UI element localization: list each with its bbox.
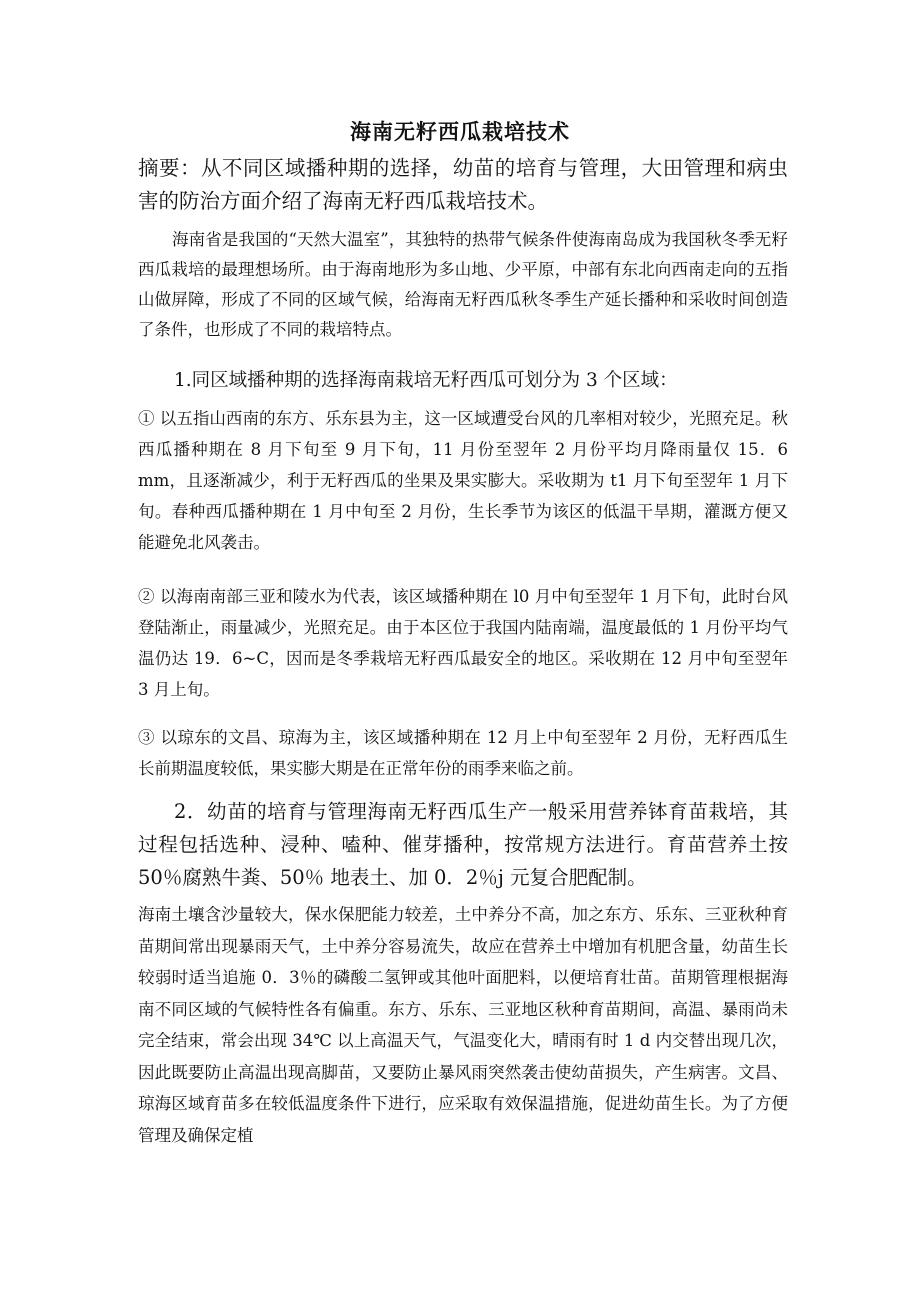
region-item-1: ① 以五指山西南的东方、乐东县为主，这一区域遭受台风的几率相对较少，光照充足。秋西瓜播种期在 8 月下旬至 9 月下旬，11 月份至翌年 2 月份平均月降雨量仅 15．6 mm，且逐渐减少，利于无籽西瓜的坐果及果实膨大。采收期为 t1 月下旬至翌年 1 月下旬。春种西瓜播种期在 1 月中旬至 2 月份，生长季节为该区的低温干旱期，灌溉方便又能避免北风袭击。 <box>138 409 788 552</box>
document-title: 海南无籽西瓜栽培技术 <box>350 119 570 144</box>
section-2-body: 海南土壤含沙量较大，保水保肥能力较差，土中养分不高，加之东方、乐东、三亚秋种育苗期间常出现暴雨天气，土中养分容易流失，故应在营养土中增加有机肥含量，幼苗生长较弱时适当追施 0．3％的磷酸二氢钾或其他叶面肥料，以便培育壮苗。苗期管理根据海南不同区域的气候特性各有偏重。东方、乐东、三亚地区秋种育苗期间，高温、暴雨尚未完全结束，常会出现 34℃ 以上高温天气，气温变化大，晴雨有时 1 d 内交替出现几次，因此既要防止高温出现高脚苗，又要防止暴风雨突然袭击使幼苗损失，产生病害。文昌、琼海区域育苗多在较低温度条件下进行，应采取有效保温措施，促进幼苗生长。为了方便管理及确保定植 <box>138 905 788 1145</box>
section-1-heading: 1.同区域播种期的选择海南栽培无籽西瓜可划分为 3 个区域： <box>174 370 678 391</box>
region-item-3: ③ 以琼东的文昌、琼海为主，该区域播种期在 12 月上中旬至翌年 2 月份，无籽西瓜生长前期温度较低，果实膨大期是在正常年份的雨季来临之前。 <box>138 728 788 778</box>
region-item-2: ② 以海南南部三亚和陵水为代表，该区域播种期在 l0 月中旬至翌年 1 月下旬，此时台风登陆渐止，雨量减少，光照充足。由于本区位于我国内陆南端，温度最低的 1 月份平均气温仍达 19．6~C，因而是冬季栽培无籽西瓜最安全的地区。采收期在 12 月中旬至翌年 3 月上旬。 <box>138 587 788 699</box>
section-2-heading: 2．幼苗的培育与管理海南无籽西瓜生产一般采用营养钵育苗栽培，其过程包括选种、浸种、嗑种、催芽播种，按常规方法进行。育苗营养土按 50％腐熟牛粪、50％ 地表土、加 0．2％j 元复合肥配制。 <box>138 800 788 889</box>
abstract-paragraph: 摘要：从不同区域播种期的选择，幼苗的培育与管理，大田管理和病虫害的防治方面介绍了海南无籽西瓜栽培技术。 <box>138 156 788 213</box>
intro-paragraph: 海南省是我国的“天然大温室”，其独特的热带气候条件使海南岛成为我国秋冬季无籽西瓜栽培的最理想场所。由于海南地形为多山地、少平原，中部有东北向西南走向的五指山做屏障，形成了不同的区域气候，给海南无籽西瓜秋冬季生产延长播种和采收时间创造了条件，也形成了不同的栽培特点。 <box>138 230 788 339</box>
